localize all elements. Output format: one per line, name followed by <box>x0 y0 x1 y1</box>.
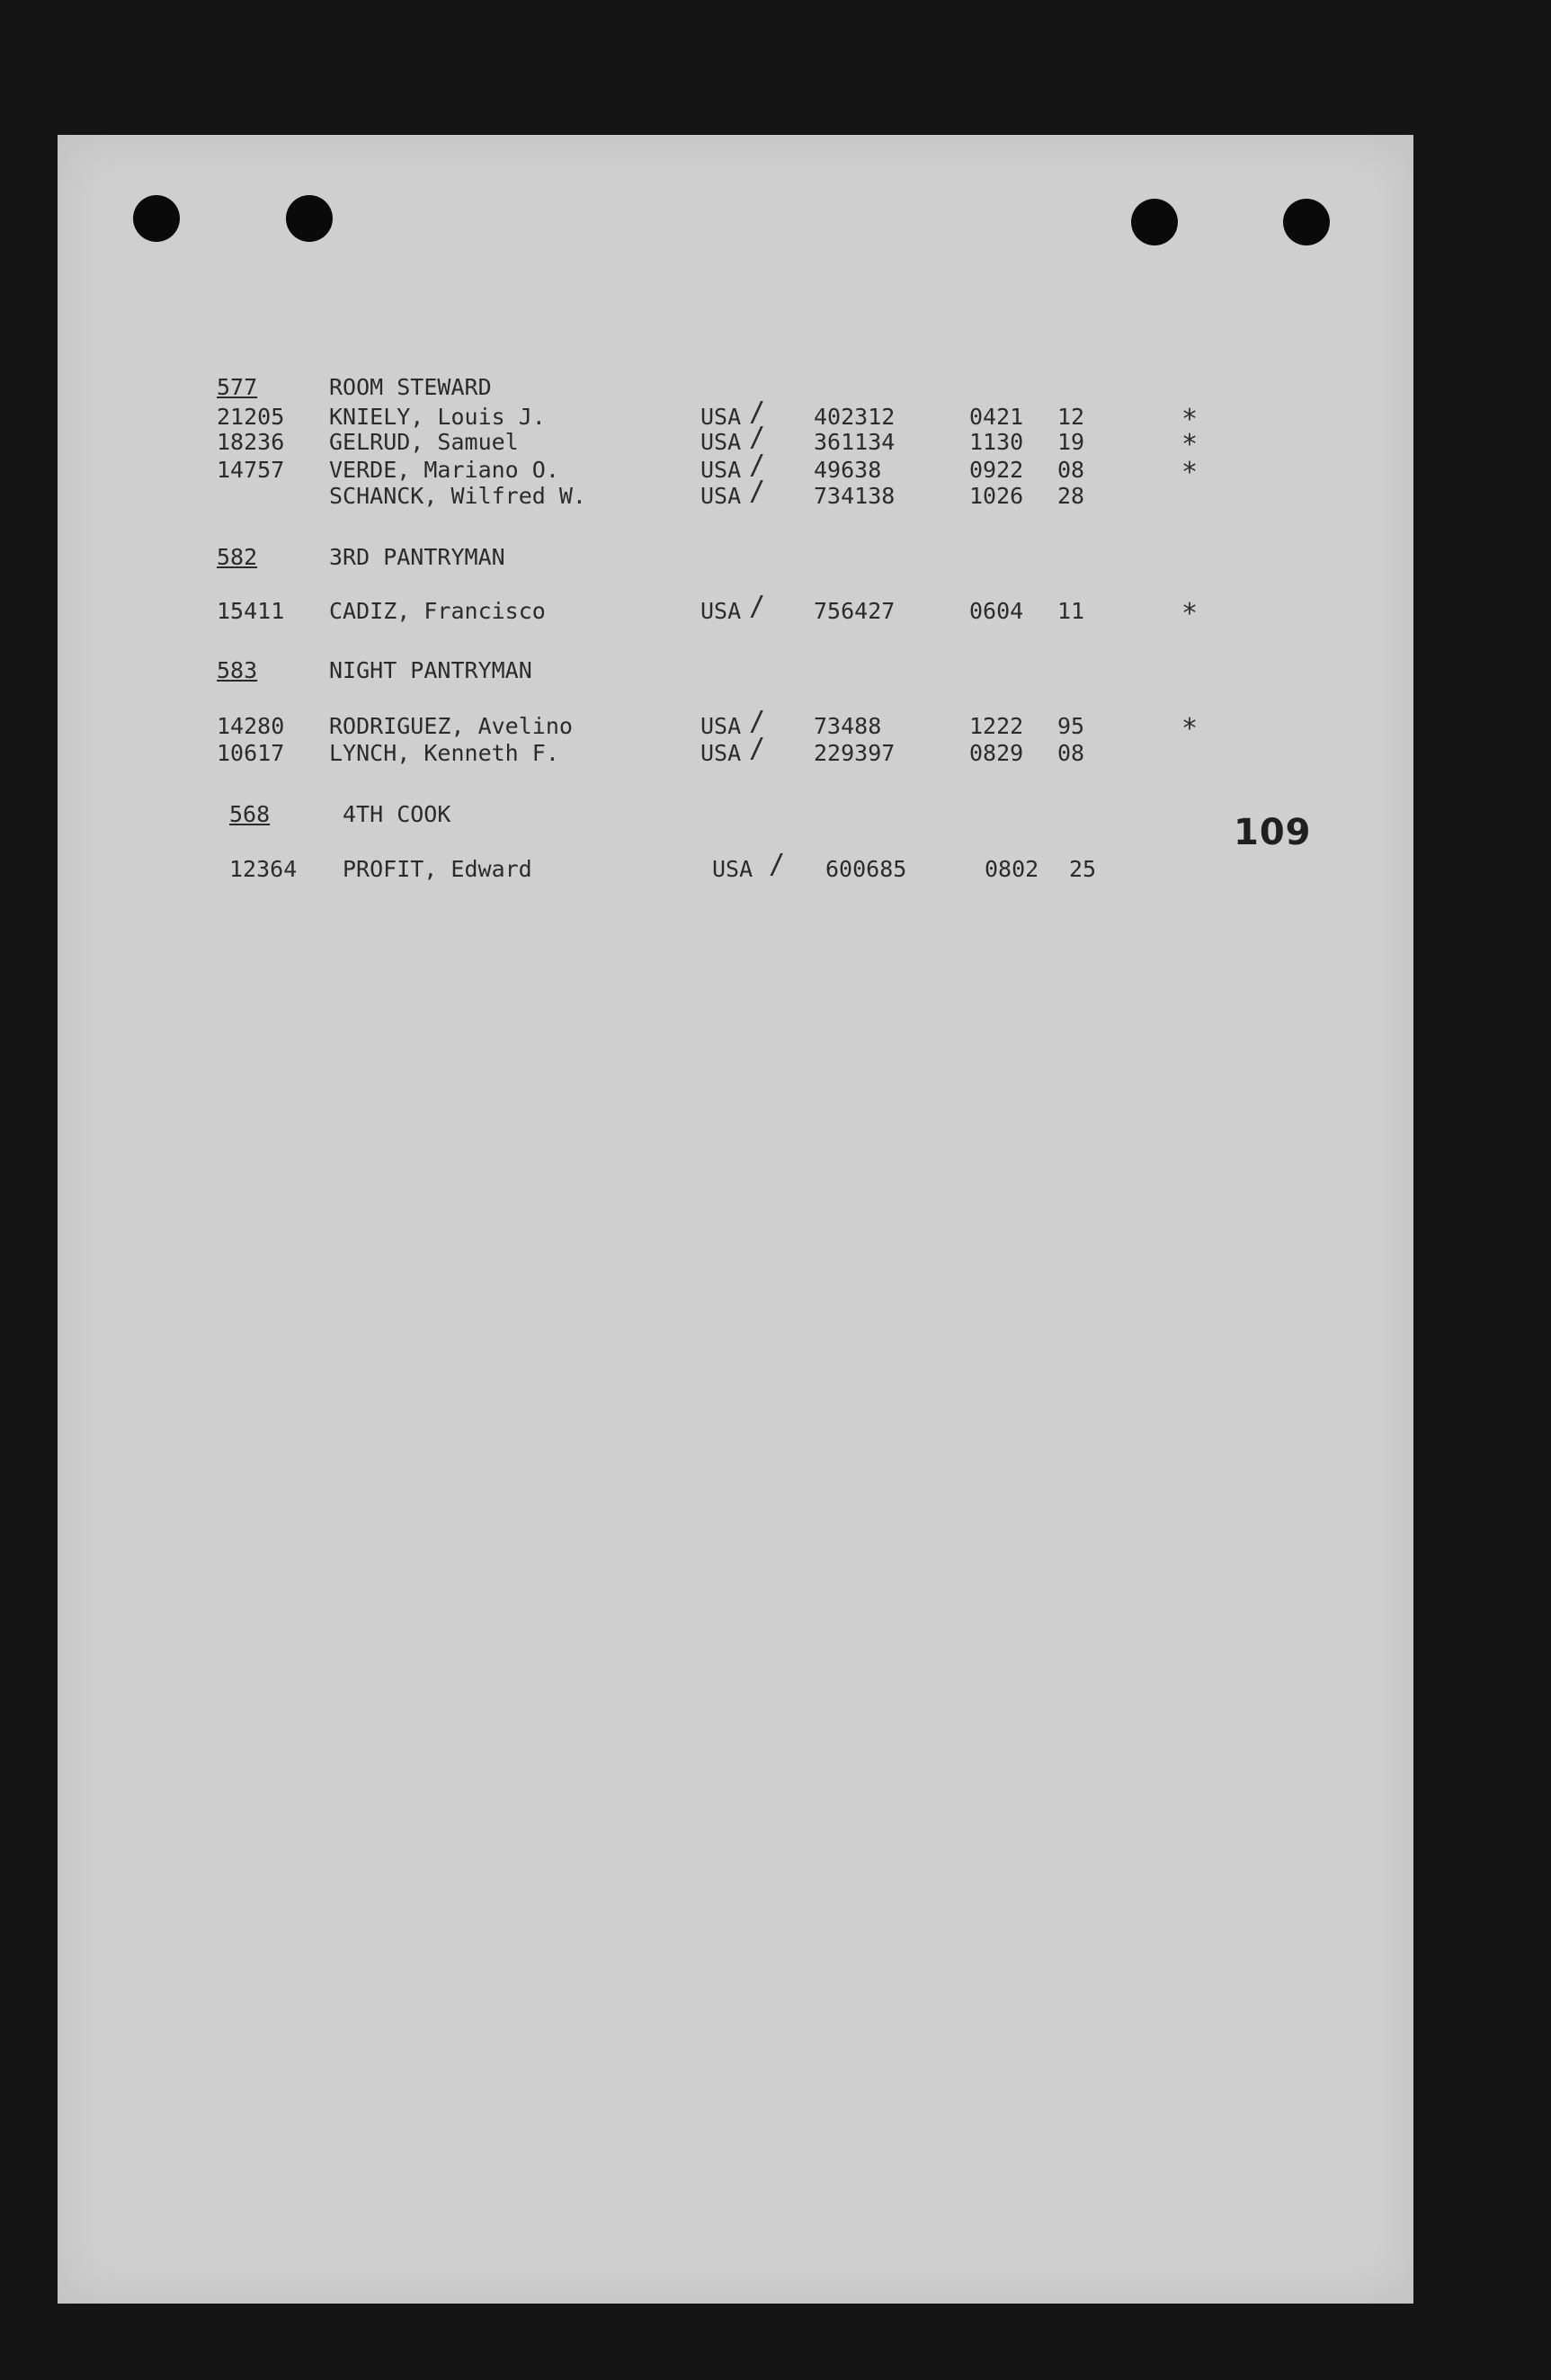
serial-number: 734138 <box>814 483 896 509</box>
check-mark: / <box>749 706 766 737</box>
punch-hole <box>1283 199 1330 245</box>
punch-hole <box>1131 199 1178 245</box>
nationality: USA <box>700 429 742 455</box>
nationality: USA <box>700 598 742 624</box>
serial-number: 73488 <box>814 713 882 739</box>
asterisk-mark: * <box>1181 429 1199 460</box>
crew-number: 15411 <box>217 598 285 624</box>
crew-name: GELRUD, Samuel <box>329 429 519 455</box>
asterisk-mark: * <box>1181 713 1199 744</box>
crew-number: 14280 <box>217 713 285 739</box>
crew-name: LYNCH, Kenneth F. <box>329 740 559 766</box>
crew-number: 12364 <box>229 856 298 882</box>
check-mark: / <box>749 591 766 622</box>
year-code: 25 <box>1069 856 1097 882</box>
date-code: 1130 <box>969 429 1024 455</box>
page-number: 109 <box>1234 812 1312 853</box>
serial-number: 49638 <box>814 457 882 483</box>
crew-number: 10617 <box>217 740 285 766</box>
punch-hole <box>133 195 180 242</box>
crew-number: 18236 <box>217 429 285 455</box>
year-code: 19 <box>1057 429 1085 455</box>
check-mark: / <box>749 397 766 428</box>
check-mark: / <box>769 849 786 880</box>
check-mark: / <box>749 733 766 764</box>
crew-number: 14757 <box>217 457 285 483</box>
position-code: 583 <box>217 657 258 683</box>
asterisk-mark: * <box>1181 404 1199 435</box>
date-code: 0802 <box>985 856 1039 882</box>
position-code: 568 <box>229 801 271 827</box>
serial-number: 402312 <box>814 404 896 430</box>
nationality: USA <box>700 740 742 766</box>
nationality: USA <box>700 404 742 430</box>
year-code: 08 <box>1057 740 1085 766</box>
crew-number: 21205 <box>217 404 285 430</box>
date-code: 0829 <box>969 740 1024 766</box>
year-code: 11 <box>1057 598 1085 624</box>
date-code: 0922 <box>969 457 1024 483</box>
asterisk-mark: * <box>1181 457 1199 488</box>
nationality: USA <box>700 713 742 739</box>
nationality: USA <box>712 856 753 882</box>
check-mark: / <box>749 422 766 453</box>
year-code: 95 <box>1057 713 1085 739</box>
check-mark: / <box>749 450 766 481</box>
position-title: ROOM STEWARD <box>329 374 492 400</box>
date-code: 0604 <box>969 598 1024 624</box>
asterisk-mark: * <box>1181 598 1199 629</box>
serial-number: 361134 <box>814 429 896 455</box>
serial-number: 229397 <box>814 740 896 766</box>
position-code: 577 <box>217 374 258 400</box>
crew-name: RODRIGUEZ, Avelino <box>329 713 573 739</box>
serial-number: 600685 <box>825 856 907 882</box>
position-code: 582 <box>217 544 258 570</box>
check-mark: / <box>749 476 766 507</box>
date-code: 1026 <box>969 483 1024 509</box>
punch-hole <box>286 195 333 242</box>
year-code: 28 <box>1057 483 1085 509</box>
crew-name: VERDE, Mariano O. <box>329 457 559 483</box>
position-title: 4TH COOK <box>343 801 451 827</box>
date-code: 1222 <box>969 713 1024 739</box>
date-code: 0421 <box>969 404 1024 430</box>
crew-name: PROFIT, Edward <box>343 856 532 882</box>
nationality: USA <box>700 483 742 509</box>
position-title: 3RD PANTRYMAN <box>329 544 505 570</box>
crew-name: SCHANCK, Wilfred W. <box>329 483 586 509</box>
crew-name: KNIELY, Louis J. <box>329 404 546 430</box>
year-code: 12 <box>1057 404 1085 430</box>
position-title: NIGHT PANTRYMAN <box>329 657 532 683</box>
crew-name: CADIZ, Francisco <box>329 598 546 624</box>
year-code: 08 <box>1057 457 1085 483</box>
nationality: USA <box>700 457 742 483</box>
serial-number: 756427 <box>814 598 896 624</box>
